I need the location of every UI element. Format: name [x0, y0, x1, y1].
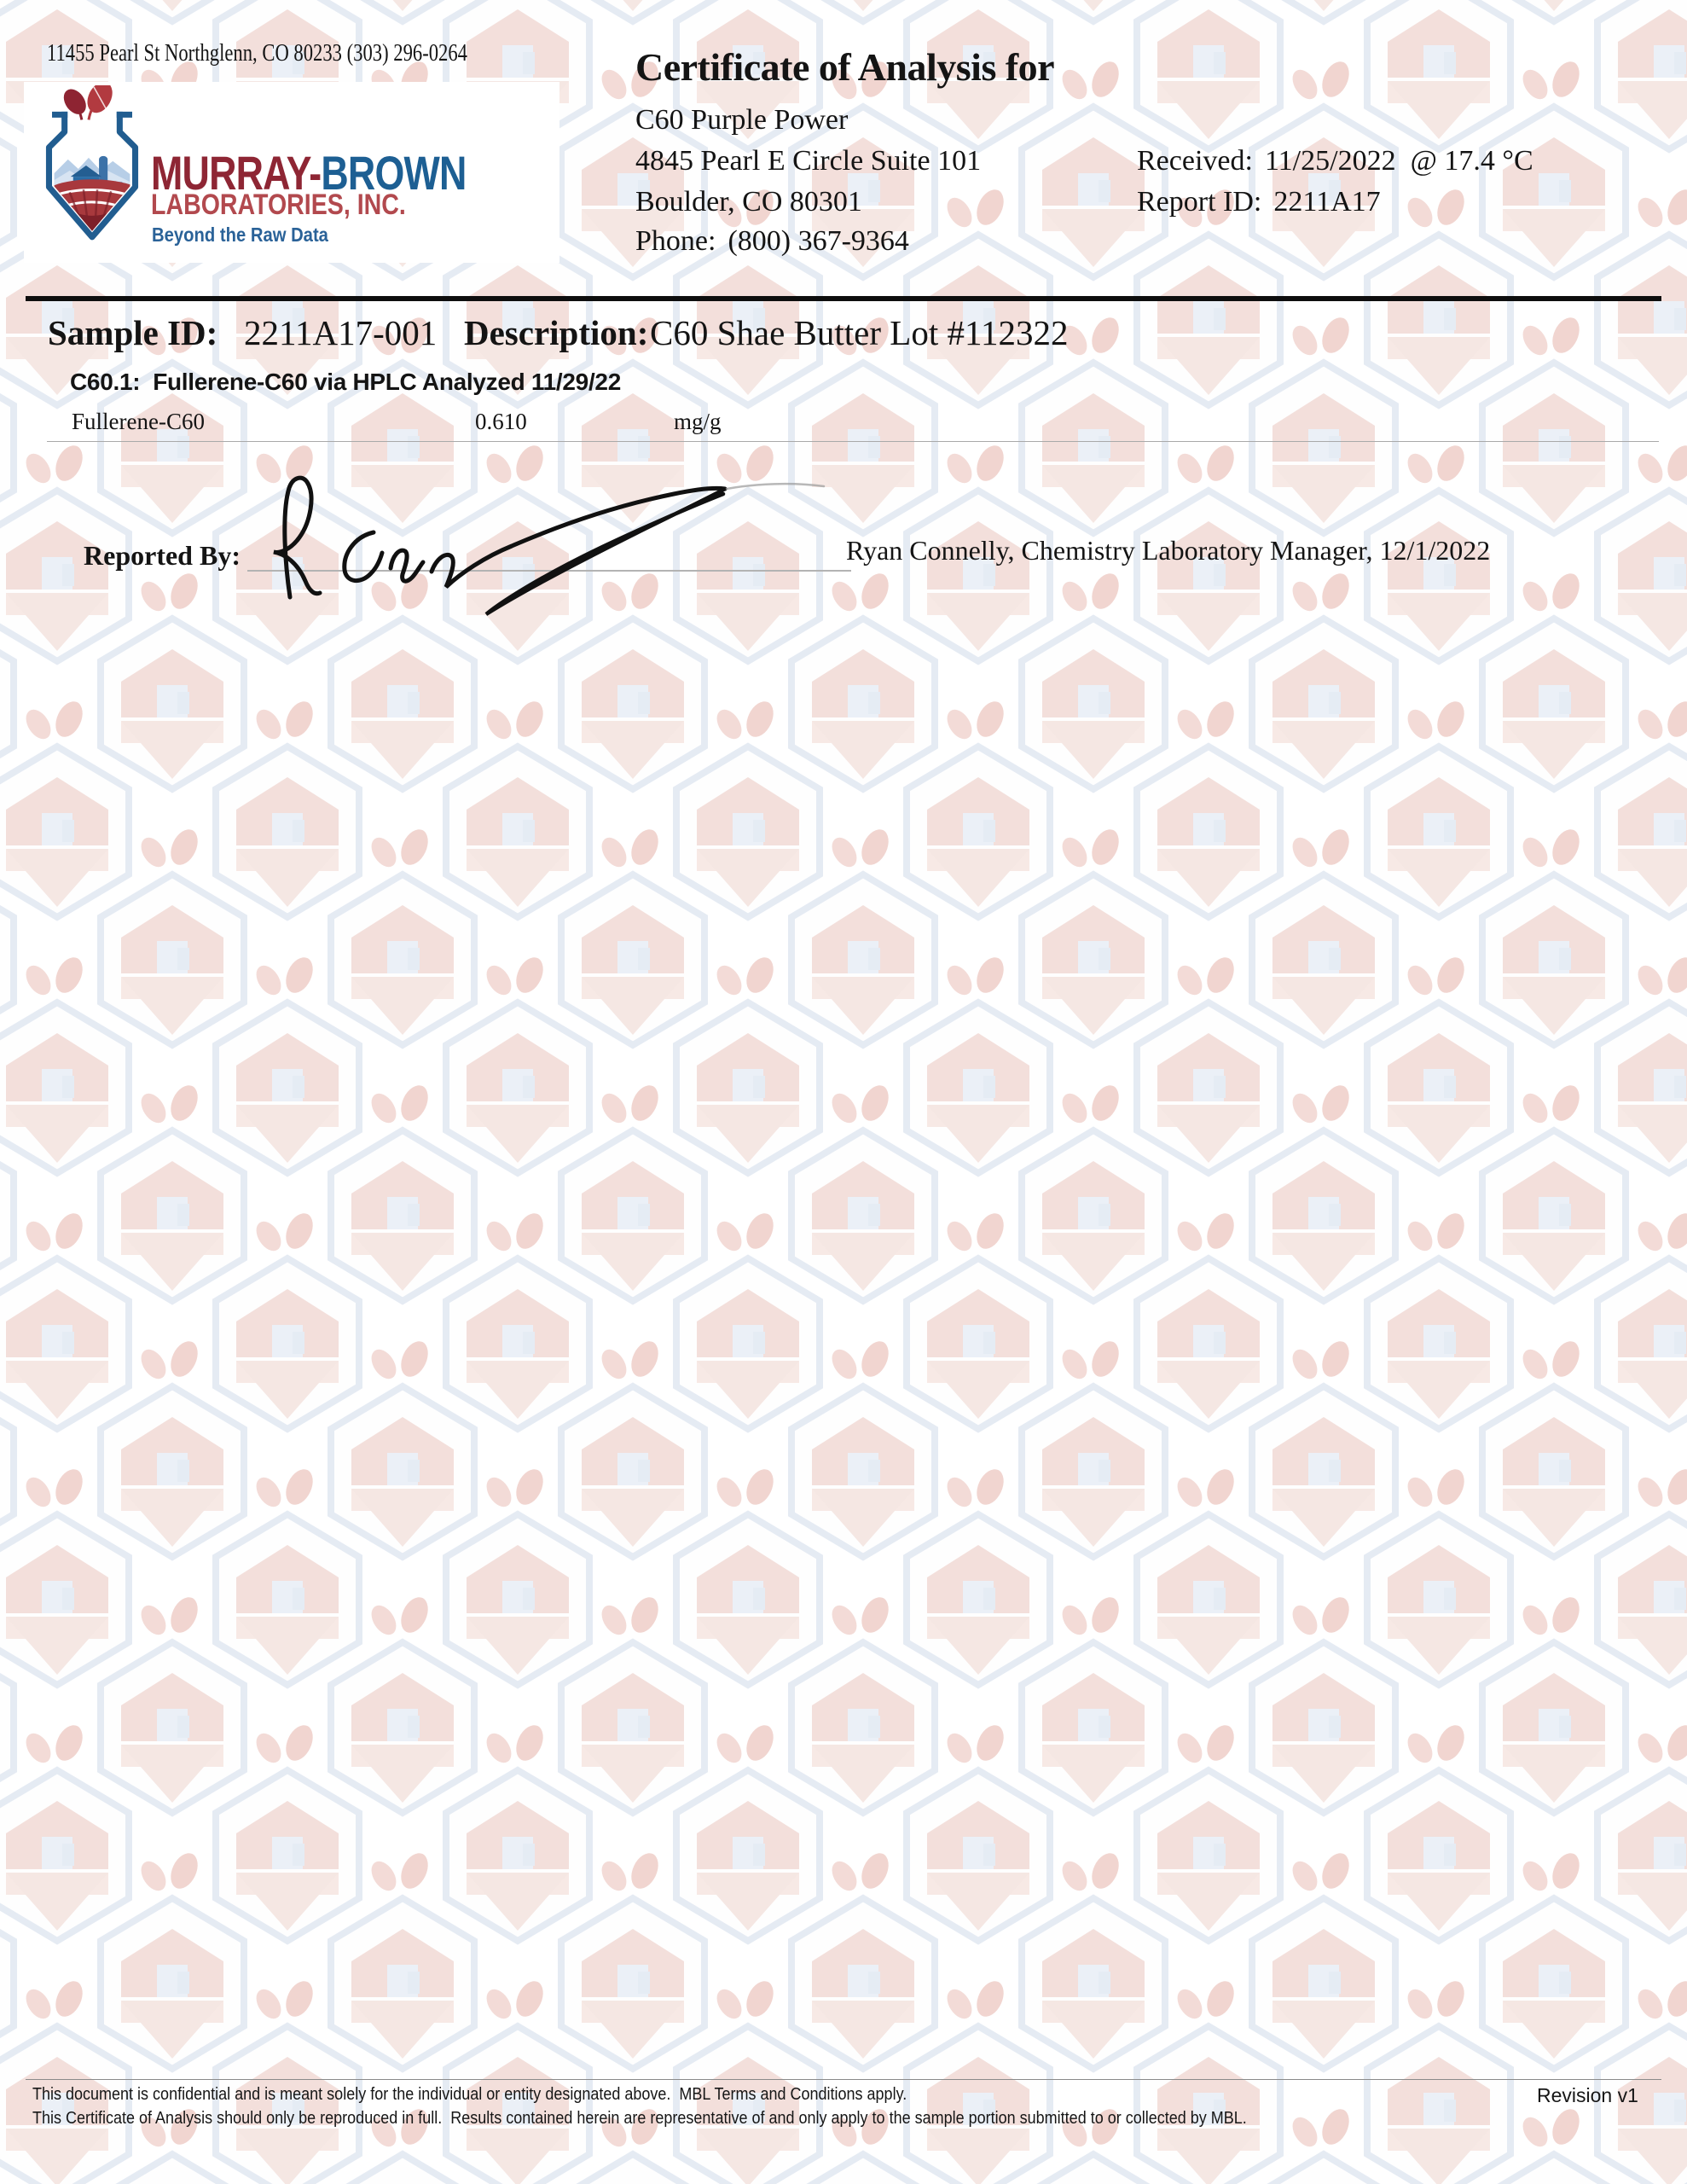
- received-label: Received:: [1137, 145, 1253, 177]
- received-line: [1137, 145, 1533, 177]
- client-address-line1: 4845 Pearl E Circle Suite 101: [635, 145, 982, 177]
- phone-value: (800) 367-9364: [728, 225, 909, 257]
- footer-divider-rule: [26, 2079, 1661, 2080]
- client-address-line2: Boulder, CO 80301: [635, 186, 862, 218]
- sample-description-value: C60 Shae Butter Lot #112322: [650, 313, 1069, 352]
- sample-description-label: Description:: [464, 313, 649, 352]
- analyte-value: 0.610: [475, 409, 527, 434]
- reported-by-label: Reported By:: [84, 540, 241, 571]
- signature-icon: [237, 471, 851, 624]
- report-id-value: 2211A17: [1273, 186, 1381, 218]
- received-value: 11/25/2022 @ 17.4 °C: [1264, 145, 1533, 177]
- logo-name-part1: MURRAY-: [151, 146, 322, 200]
- client-phone: [635, 225, 909, 258]
- sample-id-value: 2211A17-001: [244, 313, 438, 352]
- phone-label: Phone:: [635, 225, 716, 257]
- lab-address: 11455 Pearl St Northglenn, CO 80233 (303) 296-0264: [47, 39, 467, 67]
- document-title: Certificate of Analysis for: [635, 45, 1055, 89]
- analysis-divider-rule: [47, 441, 1659, 442]
- analysis-section-title: C60.1: Fullerene-C60 via HPLC Analyzed 11/29/22: [70, 369, 621, 395]
- report-id-label: Report ID:: [1137, 186, 1262, 218]
- analyte-name: Fullerene-C60: [72, 409, 205, 434]
- client-name: C60 Purple Power: [635, 104, 849, 136]
- sample-id-label: Sample ID:: [48, 313, 218, 352]
- footer-reproduction-line: This Certificate of Analysis should only be reproduced in full. Results contained herein are representative of and only apply to the sample portion submitted to or collected by MBL.: [32, 2109, 1247, 2128]
- analyte-unit: mg/g: [674, 409, 722, 434]
- logo-name-part2: BROWN: [321, 146, 467, 200]
- revision-label: Revision v1: [1537, 2084, 1638, 2106]
- header-divider-rule: [26, 296, 1661, 301]
- logo-flask-icon: [43, 85, 142, 249]
- logo-subtitle: LABORATORIES, INC.: [151, 189, 406, 221]
- report-id-line: [1137, 186, 1381, 218]
- signer-name-title: Ryan Connelly, Chemistry Laboratory Manager, 12/1/2022: [846, 535, 1491, 566]
- logo-tagline: Beyond the Raw Data: [152, 224, 328, 246]
- footer-confidentiality-line: This document is confidential and is meant solely for the individual or entity designated above. MBL Terms and Conditions apply.: [32, 2085, 907, 2104]
